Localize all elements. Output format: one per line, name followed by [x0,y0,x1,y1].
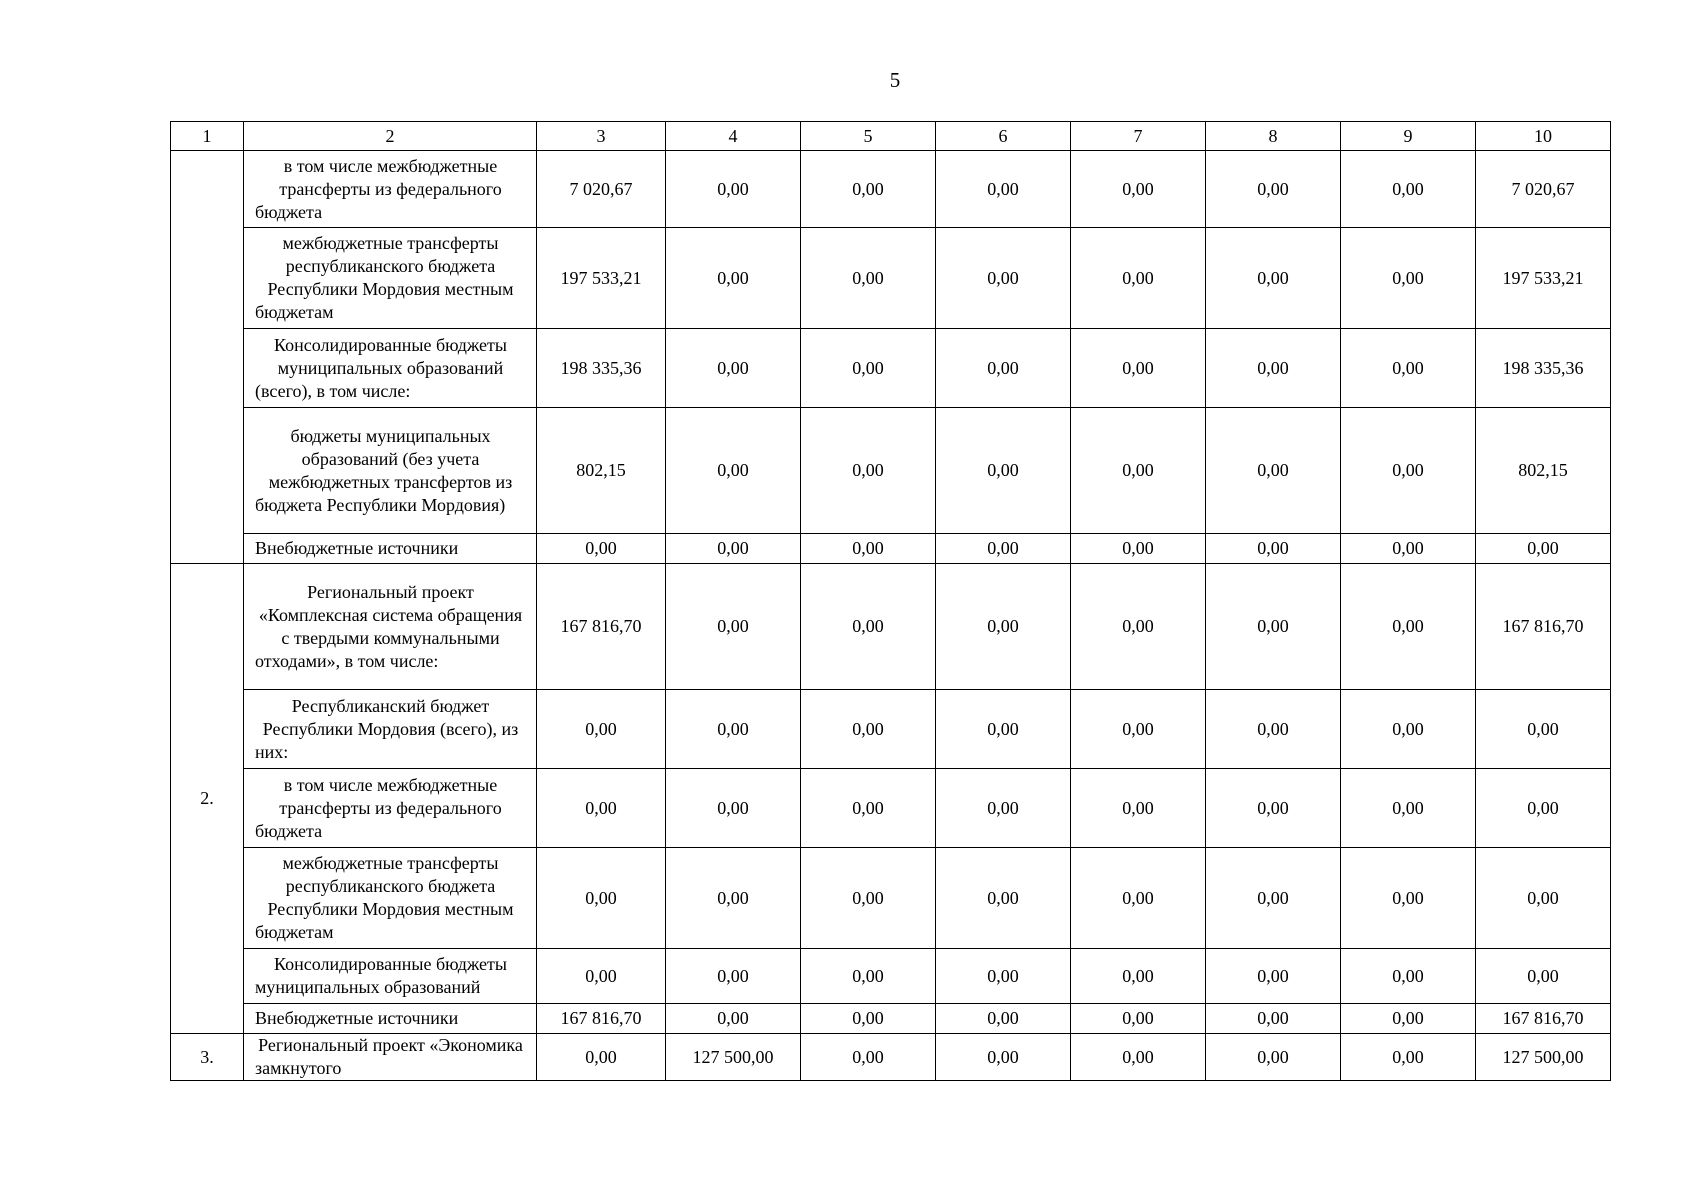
header-cell: 8 [1206,122,1341,151]
value-cell: 0,00 [936,1004,1071,1034]
value-cell: 0,00 [1206,769,1341,848]
value-cell: 167 816,70 [537,1004,666,1034]
value-cell: 0,00 [1206,690,1341,769]
budget-table [170,121,1611,1081]
value-cell: 0,00 [1071,228,1206,329]
value-cell: 0,00 [801,690,936,769]
row-label: в том числе межбюджетные трансферты из федерального бюджета [244,769,537,848]
table-row [171,534,1611,564]
value-cell: 0,00 [1476,769,1611,848]
value-cell: 167 816,70 [537,564,666,690]
value-cell: 0,00 [936,564,1071,690]
value-cell: 0,00 [1476,848,1611,949]
row-label: межбюджетные трансферты республиканского бюджета Республики Мордовия местным бюджетам [244,228,537,329]
header-cell: 7 [1071,122,1206,151]
value-cell: 197 533,21 [1476,228,1611,329]
value-cell: 802,15 [537,408,666,534]
value-cell: 0,00 [1206,1034,1341,1081]
value-cell: 0,00 [1206,408,1341,534]
value-cell: 0,00 [1476,949,1611,1004]
value-cell: 0,00 [666,564,801,690]
header-row [171,122,1611,151]
header-cell: 10 [1476,122,1611,151]
value-cell: 0,00 [666,329,801,408]
value-cell: 197 533,21 [537,228,666,329]
value-cell: 0,00 [801,949,936,1004]
value-cell: 0,00 [801,329,936,408]
value-cell: 0,00 [936,329,1071,408]
row-number: 2. [171,564,244,1034]
value-cell: 0,00 [1341,769,1476,848]
row-label: бюджеты муниципальных образований (без учета межбюджетных трансфертов из бюджета Республики Мордовия) [244,408,537,534]
row-label: Консолидированные бюджеты муниципальных образований [244,949,537,1004]
value-cell: 0,00 [1476,534,1611,564]
value-cell: 167 816,70 [1476,564,1611,690]
value-cell: 0,00 [801,534,936,564]
value-cell: 0,00 [801,769,936,848]
value-cell: 0,00 [1206,534,1341,564]
value-cell: 7 020,67 [537,151,666,228]
value-cell: 0,00 [1071,1004,1206,1034]
value-cell: 0,00 [936,1034,1071,1081]
value-cell: 0,00 [1206,848,1341,949]
value-cell: 0,00 [1206,1004,1341,1034]
value-cell: 0,00 [1071,949,1206,1004]
header-cell: 3 [537,122,666,151]
value-cell: 0,00 [1341,949,1476,1004]
value-cell: 198 335,36 [1476,329,1611,408]
header-cell: 1 [171,122,244,151]
table-row [171,1004,1611,1034]
value-cell: 0,00 [1341,564,1476,690]
page-number: 5 [889,68,901,92]
value-cell: 0,00 [666,228,801,329]
header-cell: 4 [666,122,801,151]
table-row [171,408,1611,534]
value-cell: 0,00 [936,408,1071,534]
value-cell: 0,00 [1071,769,1206,848]
header-cell: 2 [244,122,537,151]
value-cell: 0,00 [537,1034,666,1081]
table-row [171,848,1611,949]
table-row [171,151,1611,228]
value-cell: 0,00 [1341,228,1476,329]
table-row [171,1034,1611,1081]
table-row [171,228,1611,329]
header-cell: 5 [801,122,936,151]
value-cell: 0,00 [936,949,1071,1004]
value-cell: 0,00 [1341,690,1476,769]
value-cell: 0,00 [1071,848,1206,949]
row-label: Региональный проект «Комплексная система обращения с твердыми коммунальными отходами», в том числе: [244,564,537,690]
table-row [171,949,1611,1004]
value-cell: 0,00 [666,769,801,848]
header-cell: 6 [936,122,1071,151]
value-cell: 0,00 [537,949,666,1004]
value-cell: 0,00 [1341,329,1476,408]
value-cell: 0,00 [666,690,801,769]
value-cell: 0,00 [801,1034,936,1081]
value-cell: 0,00 [801,408,936,534]
value-cell: 0,00 [537,769,666,848]
value-cell: 0,00 [1206,564,1341,690]
value-cell: 0,00 [1206,228,1341,329]
value-cell: 0,00 [936,848,1071,949]
value-cell: 0,00 [537,690,666,769]
value-cell: 0,00 [801,1004,936,1034]
value-cell: 0,00 [801,151,936,228]
table-row [171,769,1611,848]
value-cell: 0,00 [936,151,1071,228]
value-cell: 127 500,00 [1476,1034,1611,1081]
row-label: Внебюджетные источники [244,534,537,564]
value-cell: 0,00 [1341,848,1476,949]
value-cell: 802,15 [1476,408,1611,534]
row-label: в том числе межбюджетные трансферты из федерального бюджета [244,151,537,228]
value-cell: 0,00 [1341,1034,1476,1081]
value-cell: 0,00 [666,534,801,564]
value-cell: 0,00 [1071,1034,1206,1081]
value-cell: 0,00 [666,408,801,534]
value-cell: 0,00 [1476,690,1611,769]
value-cell: 0,00 [801,848,936,949]
value-cell: 0,00 [1071,564,1206,690]
row-number [171,151,244,564]
table-row [171,329,1611,408]
value-cell: 0,00 [1341,408,1476,534]
value-cell: 0,00 [666,1004,801,1034]
value-cell: 0,00 [936,228,1071,329]
value-cell: 0,00 [1071,534,1206,564]
row-label: межбюджетные трансферты республиканского бюджета Республики Мордовия местным бюджетам [244,848,537,949]
value-cell: 7 020,67 [1476,151,1611,228]
value-cell: 0,00 [666,848,801,949]
header-cell: 9 [1341,122,1476,151]
row-label: Республиканский бюджет Республики Мордовия (всего), из них: [244,690,537,769]
value-cell: 0,00 [1206,949,1341,1004]
value-cell: 0,00 [1341,1004,1476,1034]
value-cell: 0,00 [801,228,936,329]
value-cell: 0,00 [936,534,1071,564]
value-cell: 0,00 [1071,408,1206,534]
value-cell: 0,00 [1206,151,1341,228]
value-cell: 0,00 [1071,151,1206,228]
value-cell: 0,00 [801,564,936,690]
value-cell: 0,00 [1341,151,1476,228]
value-cell: 198 335,36 [537,329,666,408]
value-cell: 0,00 [936,769,1071,848]
value-cell: 0,00 [1341,534,1476,564]
value-cell: 167 816,70 [1476,1004,1611,1034]
value-cell: 0,00 [1206,329,1341,408]
value-cell: 0,00 [537,534,666,564]
value-cell: 0,00 [666,949,801,1004]
table-row [171,690,1611,769]
row-label: Региональный проект «Экономика замкнутого [244,1034,537,1081]
row-number: 3. [171,1034,244,1081]
row-label: Внебюджетные источники [244,1004,537,1034]
value-cell: 0,00 [537,848,666,949]
value-cell: 0,00 [666,151,801,228]
row-label: Консолидированные бюджеты муниципальных образований (всего), в том числе: [244,329,537,408]
value-cell: 0,00 [936,690,1071,769]
value-cell: 127 500,00 [666,1034,801,1081]
value-cell: 0,00 [1071,690,1206,769]
value-cell: 0,00 [1071,329,1206,408]
table-row [171,564,1611,690]
